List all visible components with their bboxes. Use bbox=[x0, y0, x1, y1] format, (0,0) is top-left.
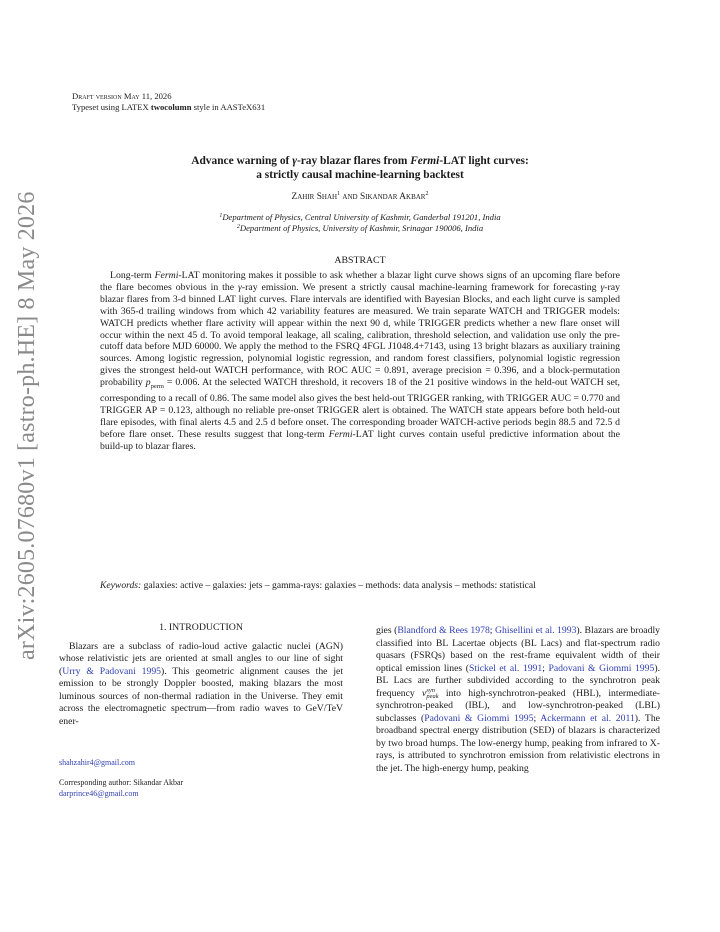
author-name: Zahir Shah bbox=[291, 192, 338, 202]
citation-link[interactable]: Padovani & Giommi 1995 bbox=[424, 712, 534, 724]
corresponding-email-link[interactable]: darprince46@gmail.com bbox=[59, 789, 139, 798]
right-column bbox=[376, 625, 660, 775]
author-list: Zahir Shah$^1$ and Sikandar Akbar$^2$ bbox=[291, 191, 429, 202]
typeset-style: twocolumn bbox=[150, 102, 192, 112]
abstract-text: Long-term Fermi-LAT monitoring makes it possible to ask whether a blazar light curve shows signs of an upcoming flare before the flare becomes obvious in the γ-ray emission. We present a strictly causal machine-learning framework for forecasting γ-ray blazar flares from 3-d binned LAT light curves. Flare intervals are identified with Bayesian Blocks, and each light curve is sampled with 365-d trailing windows from which 42 variability features are measured. We train separate WATCH and TRIGGER models: WATCH predicts whether flare activity will appear within the next 90 d, while TRIGGER predicts whether a new flare onset will occur within the next 45 d. To avoid temporal leakage, all scaling, calibration, threshold selection, and validation use only the pre-cutoff data before MJD 60000. We apply the method to the FSRQ 4FGL J1048.4+7143, using 13 bright blazars as auxiliary training sources. Among logistic regression, polynomial logistic regression, and random forest classifiers, polynomial logistic regression gives the strongest held-out WATCH performance, with ROC AUC = 0.891, average precision = 0.396, and a block-permutation probability $p_{perm} = 0.006$. At the selected WATCH threshold, it recovers 18 of the 21 positive windows in the held-out WATCH set, corresponding to a recall of 0.86. The same model also gives the best held-out TRIGGER ranking, with TRIGGER AUC = 0.770 and TRIGGER AP = 0.123, although no reliable pre-onset TRIGGER alert is obtained. The WATCH state appears before both held-out flare episodes, with final alerts 4.5 and 2.5 d before onset. The corresponding broader WATCH-active periods begin 88.5 and 72.5 d before flare onset. These results suggest that long-term Fermi-LAT light curves contain useful predictive information about the build-up to blazar flares. bbox=[100, 270, 620, 452]
draft-header bbox=[72, 91, 265, 113]
citation-link[interactable]: Stickel et al. 1991 bbox=[468, 662, 543, 674]
title-line-1: Advance warning of γ-ray blazar flares from Fermi-LAT light curves: bbox=[191, 155, 529, 167]
arxiv-identifier: arXiv:2605.07680v1 [astro-ph.HE] 8 May 2026 bbox=[14, 191, 40, 660]
intro-paragraph-right: gies (Blandford & Rees 1978; Ghisellini et al. 1993). Blazars are broadly classified into BL Lacertae objects (BL Lacs) and flat-spectrum radio quasars (FSRQs) based on the rest-frame equivalent width of their optical emission lines (Stickel et al. 1991; Padovani & Giommi 1995). BL Lacs are further subdivided according to the synchrotron peak frequency ν syn peak into high-synchrotron-peaked (HBL), intermediate-synchrotron-peaked (IBL), and low-synchrotron-peaked (LBL) subclasses (Padovani & Giommi 1995; Ackermann et al. 2011). The broadband spectral energy distribution (SED) of blazars is characterized by two broad humps. The low-energy hump, peaking from infrared to X-rays, is attributed to synchrotron emission from relativistic electrons in the jet. The high-energy hump, peaking bbox=[376, 625, 660, 774]
affiliations bbox=[100, 212, 620, 234]
citation-link[interactable]: Padovani & Giommi 1995 bbox=[548, 662, 655, 674]
affiliation-2: $^2$Department of Physics, University of Kashmir, Srinagar 190006, India bbox=[236, 223, 484, 233]
intro-paragraph-left: Blazars are a subclass of radio-loud active galactic nuclei (AGN) whose relativistic jets are oriented at small angles to our line of sight (Urry & Padovani 1995). This geometric alignment causes the jet emission to be strongly Doppler boosted, making blazars the most luminous sources of non-thermal radiation in the Universe. They emit across the electromagnetic spectrum—from radio waves to GeV/TeV ener- bbox=[59, 640, 344, 727]
draft-version-line: Draft version May 11, 2026 bbox=[72, 91, 172, 101]
left-column bbox=[59, 622, 343, 728]
citation-link[interactable]: Ackermann et al. 2011 bbox=[540, 712, 635, 724]
nu-peak-script: syn peak bbox=[426, 686, 439, 700]
latex-logo: LATEX bbox=[121, 102, 149, 112]
citation-link[interactable]: Ghisellini et al. 1993 bbox=[494, 625, 577, 636]
author-name: Sikandar Akbar bbox=[359, 192, 426, 202]
paper-title bbox=[100, 154, 620, 182]
corresponding-author: Corresponding author: Sikandar Akbar bbox=[59, 778, 184, 787]
affiliation-1: $^1$Department of Physics, Central University of Kashmir, Ganderbal 191201, India bbox=[219, 212, 501, 222]
citation-link[interactable]: Urry & Padovani 1995 bbox=[62, 665, 162, 677]
keywords-label: Keywords: bbox=[100, 580, 142, 591]
author-email-link[interactable]: shahzahir4@gmail.com bbox=[59, 758, 136, 767]
keywords: Keywords: galaxies: active – galaxies: jets – gamma-rays: galaxies – methods: data analysis – methods: statistical bbox=[100, 580, 536, 591]
abstract-heading: ABSTRACT bbox=[334, 255, 386, 266]
title-line-2: a strictly causal machine-learning backtest bbox=[256, 169, 464, 181]
footnotes bbox=[59, 757, 343, 799]
section-heading-introduction: 1. INTRODUCTION bbox=[159, 622, 243, 633]
typeset-line: Typeset using LATEX twocolumn style in AASTeX631 bbox=[72, 102, 266, 112]
citation-link[interactable]: Blandford & Rees 1978 bbox=[397, 625, 490, 636]
